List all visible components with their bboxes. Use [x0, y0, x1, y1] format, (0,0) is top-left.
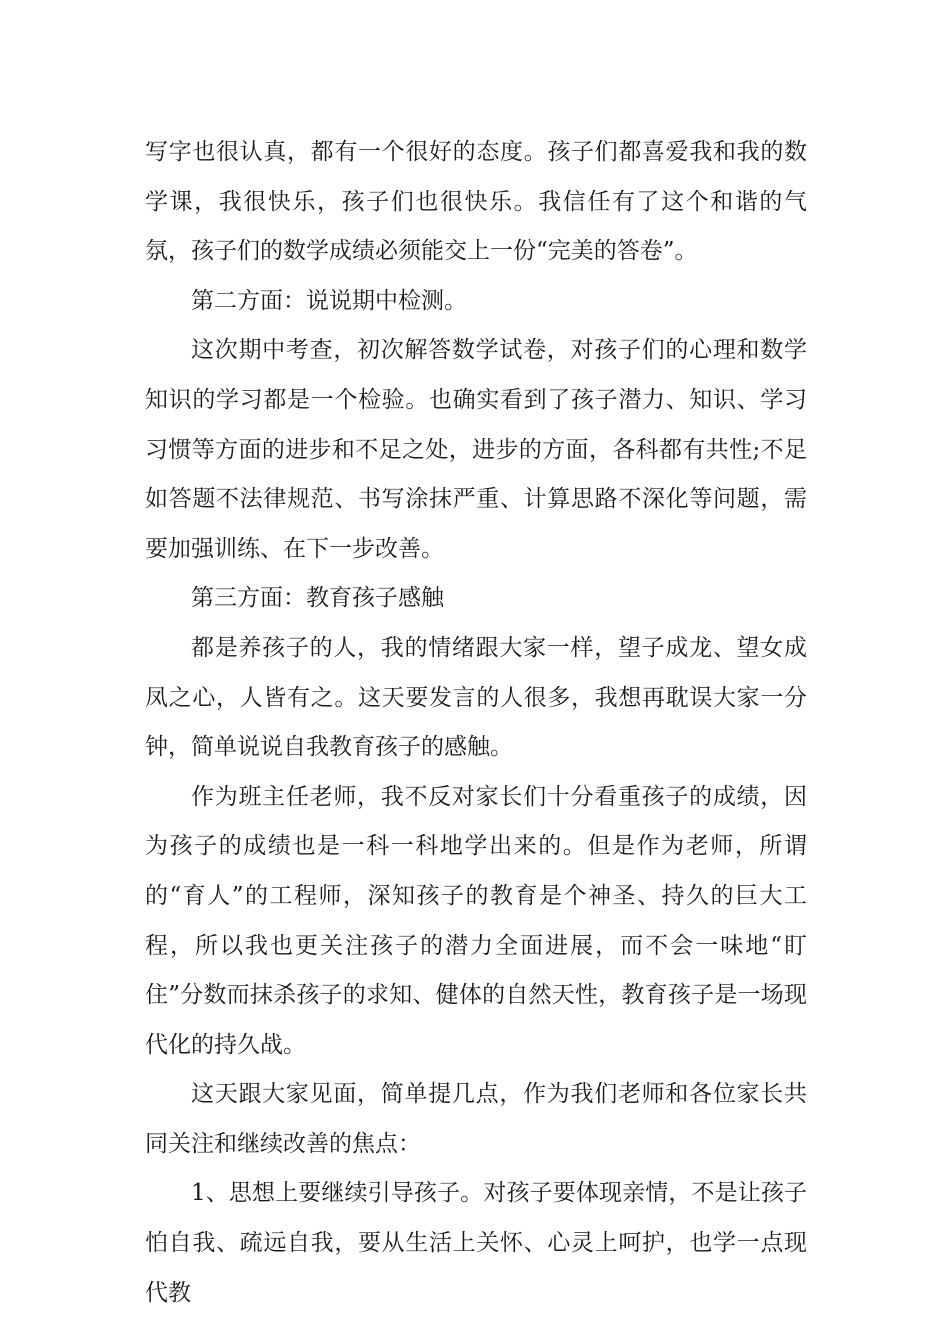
paragraph-1: 写字也很认真，都有一个很好的态度。孩子们都喜爱我和我的数学课，我很快乐，孩子们也很快乐。我信任有了这个和谐的气氛，孩子们的数学成绩必须能交上一份“完美的答卷”。 — [145, 139, 807, 265]
paragraph-3: 这次期中考查，初次解答数学试卷，对孩子们的心理和数学知识的学习都是一个检验。也确实看到了孩子潜力、知识、学习习惯等方面的进步和不足之处，进步的方面，各科都有共性;不足如答题不法律规范、书写涂抹严重、计算思路不深化等问题，需要加强训练、在下一步改善。 — [145, 337, 807, 562]
document-body — [145, 128, 807, 1318]
paragraph-7: 这天跟大家见面，简单提几点，作为我们老师和各位家长共同关注和继续改善的焦点： — [145, 1081, 807, 1157]
paragraph-6: 作为班主任老师，我不反对家长们十分看重孩子的成绩，因为孩子的成绩也是一科一科地学出来的。但是作为老师，所谓的“育人”的工程师，深知孩子的教育是个神圣、持久的巨大工程，所以我也更关注孩子的潜力全面进展，而不会一味地“盯住”分数而抹杀孩子的求知、健体的自然天性，教育孩子是一场现代化的持久战。 — [145, 783, 807, 1058]
paragraph-5: 都是养孩子的人，我的情绪跟大家一样，望子成龙、望女成凤之心，人皆有之。这天要发言的人很多，我想再耽误大家一分钟，简单说说自我教育孩子的感触。 — [145, 634, 807, 761]
paragraph-8: 1、思想上要继续引导孩子。对孩子要体现亲情，不是让孩子怕自我、疏远自我，要从生活上关怀、心灵上呵护，也学一点现代教 — [145, 1180, 807, 1306]
paragraph-4-heading: 第三方面：教育孩子感触 — [191, 585, 444, 612]
paragraph-2-heading: 第二方面：说说期中检测。 — [191, 287, 467, 314]
